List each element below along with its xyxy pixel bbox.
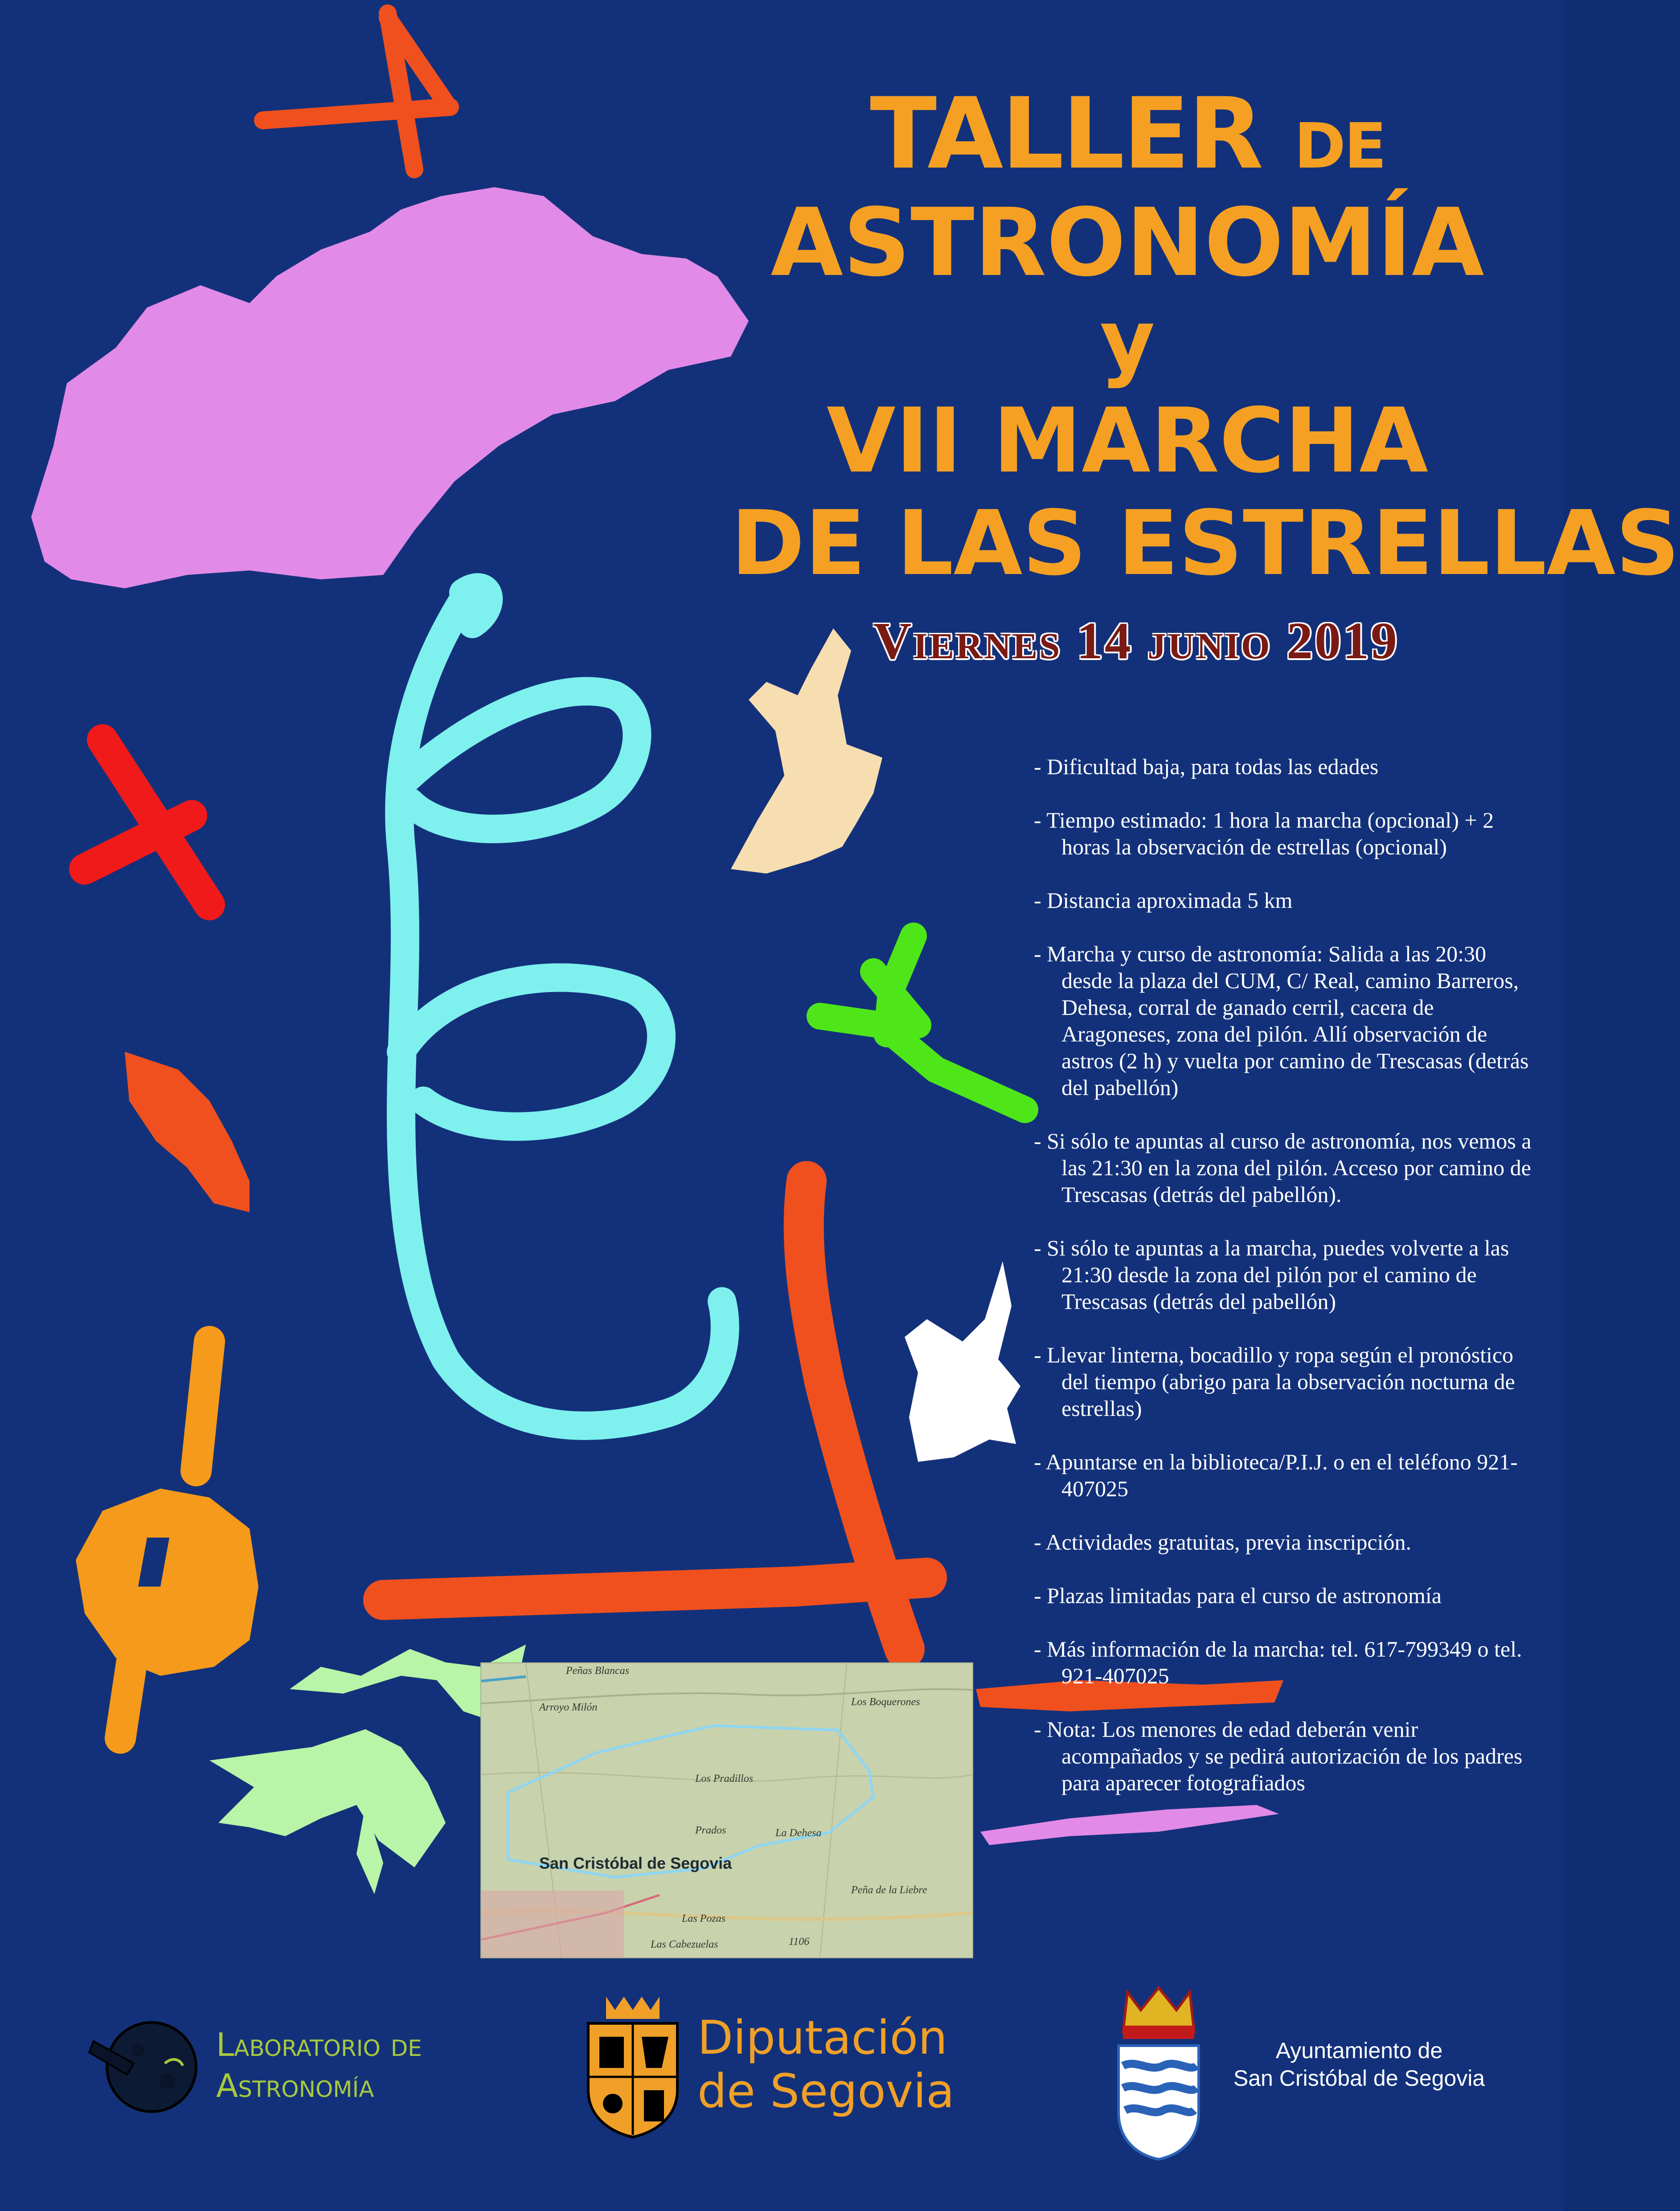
diputacion-line-2: de Segovia (697, 2064, 955, 2118)
ayuntamiento-coat-of-arms-icon (1110, 1983, 1208, 2162)
cyan-figure-symbol (399, 587, 725, 1426)
red-x-symbol (85, 740, 209, 905)
ayuntamiento-logo (1110, 1983, 1511, 2162)
info-item: - Si sólo te apuntas al curso de astronomía, nos vemos a las 21:30 en la zona del pilón. Acceso por camino de Trescasas (detrás del pabellón). (1034, 1128, 1532, 1207)
ayuntamiento-line-1: Ayuntamiento de (1275, 2038, 1443, 2063)
info-item: - Plazas limitadas para el curso de astronomía (1034, 1583, 1442, 1608)
info-item: - Más información de la marcha: tel. 617-799349 o tel. 921-407025 (1034, 1637, 1522, 1688)
pink-cloud-shape (31, 187, 749, 588)
map-label: Arroyo Milón (539, 1702, 598, 1713)
beige-figure-shape (731, 628, 882, 874)
map-label: Las Pozas (682, 1913, 726, 1924)
ayuntamiento-line-2: San Cristóbal de Segovia (1233, 2066, 1485, 2091)
orange-figure-symbol (76, 1341, 258, 1738)
info-item: - Si sólo te apuntas a la marcha, puedes volverte a las 21:30 desde la zona del pilón por el camino de Trescasas (detrás del pabellón) (1034, 1235, 1509, 1314)
green-symbol (820, 936, 1025, 1110)
laboratorio-logo (85, 2014, 423, 2117)
title-line-4: VII MARCHA (827, 389, 1428, 493)
info-item: - Dificultad baja, para todas las edades (1034, 754, 1379, 779)
info-item: - Actividades gratuitas, previa inscripción. (1034, 1530, 1411, 1555)
ayuntamiento-name (1217, 2037, 1502, 2092)
orange-blob-shape (125, 1052, 250, 1212)
title-line-1 (731, 77, 1524, 191)
info-item: - Nota: Los menores de edad deberán venir acompañados y se pedirá autorización de los padres para aparecer fotografiados (1034, 1717, 1523, 1795)
diputacion-shield-icon (579, 1992, 686, 2139)
telescope-moon-icon (85, 2014, 209, 2117)
laboratorio-line-1: Laboratorio de (216, 2026, 422, 2063)
title-line-3: y (1100, 291, 1155, 390)
title-taller: TALLER (870, 77, 1262, 191)
map-label: Peñas Blancas (566, 1665, 629, 1677)
info-item: - Distancia aproximada 5 km (1034, 888, 1293, 913)
poster-title (731, 77, 1680, 595)
laboratorio-line-2: Astronomía (216, 2067, 374, 2104)
title-line-2: ASTRONOMÍA (770, 188, 1484, 297)
info-item: - Marcha y curso de astronomía: Salida a las 20:30 desde la plaza del CUM, C/ Real, camino Barreros, Dehesa, corral de ganado cerril, cacera de Aragoneses, zona del pilón. Allí observación de astros (2 h) y vuelta por camino de Trescasas (detrás del pabellón) (1034, 941, 1529, 1100)
title-de: DE (1294, 110, 1385, 183)
map-label: Los Pradillos (695, 1773, 754, 1784)
info-item: - Apuntarse en la biblioteca/P.I.J. o en el teléfono 921-407025 (1034, 1449, 1518, 1501)
light-green-figure-symbol (209, 1645, 526, 1894)
event-date: Viernes 14 junio 2019 (873, 611, 1399, 670)
info-item: - Llevar linterna, bocadillo y ropa según el pronóstico del tiempo (abrigo para la observación nocturna de estrellas) (1034, 1342, 1515, 1421)
route-map (480, 1662, 973, 1958)
white-figure-shape (905, 1261, 1020, 1462)
title-line-5: DE LAS ESTRELLAS (731, 492, 1680, 595)
map-label: Prados (695, 1825, 726, 1836)
diputacion-line-1: Diputación (697, 2010, 948, 2065)
diputacion-logo (579, 1992, 963, 2139)
map-label: Peña de la Liebre (851, 1884, 927, 1896)
event-info-list (1034, 753, 1542, 1823)
map-label: 1106 (789, 1936, 810, 1948)
map-label: Los Boquerones (851, 1696, 920, 1708)
diputacion-name (697, 2011, 955, 2118)
orange-cross-symbol (263, 13, 450, 169)
map-label: La Dehesa (775, 1827, 822, 1839)
map-label: Las Cabezuelas (651, 1939, 718, 1950)
laboratorio-name (216, 2024, 422, 2106)
info-item: - Tiempo estimado: 1 hora la marcha (opcional) + 2 horas la observación de estrellas (opcional) (1034, 808, 1494, 859)
map-town-label: San Cristóbal de Segovia (539, 1854, 732, 1872)
